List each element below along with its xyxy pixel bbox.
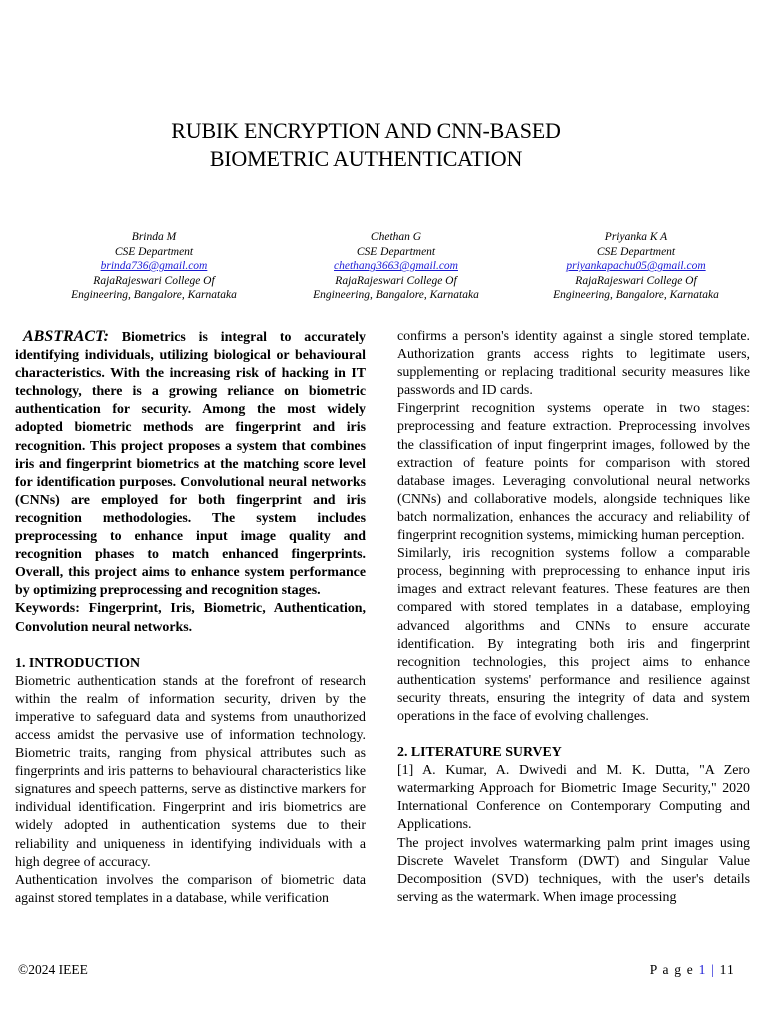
abstract-paragraph xyxy=(15,328,366,600)
author-email-link[interactable]: chethang3663@gmail.com xyxy=(334,260,458,273)
abstract-text: Biometrics is integral to accurately identifying individuals, utilizing biological or behavioural characteristics. With the increasing risk of hacking in IT technology, there is a growing reliance on biometric authentication for security. Among the most widely adopted biometric methods are fingerprint and iris recognition. This project proposes a system that combines iris and fingerprint biometrics at the matching score level for identification purposes. Convolutional neural networks (CNNs) are employed for both fingerprint and iris recognition methodologies. The system includes preprocessing to enhance input image quality and recognition phases to match enhanced fingerprints. Overall, this project aims to enhance system performance by optimizing preprocessing and recognition stages. xyxy=(15,330,366,599)
keywords-line: Keywords: Fingerprint, Iris, Biometric, Authentication, Convolution neural networks. xyxy=(15,601,366,635)
author-department: CSE Department xyxy=(356,245,436,258)
author-department: CSE Department xyxy=(596,245,676,258)
author-college-location: Engineering, Bangalore, Karnataka xyxy=(553,289,719,302)
author-name: Brinda M xyxy=(131,231,177,243)
author-department: CSE Department xyxy=(114,245,194,258)
literature-survey-heading: 2. LITERATURE SURVEY xyxy=(397,745,562,761)
author-email-link[interactable]: priyankapachu05@gmail.com xyxy=(566,260,706,273)
paper-title-line-2: BIOMETRIC AUTHENTICATION xyxy=(209,146,523,171)
author-card xyxy=(38,230,270,303)
paper-title-line-1: RUBIK ENCRYPTION AND CNN-BASED xyxy=(171,118,561,143)
author-block xyxy=(0,230,768,305)
page-current: 1 xyxy=(698,962,707,977)
abstract-label: ABSTRACT: xyxy=(23,328,109,345)
left-column xyxy=(15,328,366,908)
body-paragraph: The project involves watermarking palm print images using Discrete Wavelet Transform (DWT) and Singular Value Decomposition (SVD) techniques, with the user's details serving as the watermark. When image processing xyxy=(397,835,750,905)
author-college: RajaRajeswari College Of xyxy=(335,274,457,287)
reference-entry: [1] A. Kumar, A. Dwivedi and M. K. Dutta, "A Zero watermarking Approach for Biometric Image Security," 2020 International Conference on Contemporary Computing and Applications. xyxy=(397,763,750,833)
introduction-paragraph: Authentication involves the comparison of biometric data against stored templates in a database, while verification xyxy=(15,872,366,906)
introduction-paragraph: Biometric authentication stands at the forefront of research within the realm of information security, driven by the imperative to safeguard data and systems from unauthorized access amidst the pervasive use of information technology. Biometric traits, ranging from physical attributes such as fingerprints and iris patterns to behavioural characteristics like signatures and speech patterns, serve as distinctive markers for individual identification. Fingerprint and iris biometrics are widely adopted in authentication systems due to their reliability and uniqueness in identifying individuals with a high degree of accuracy. xyxy=(15,673,366,870)
page-number xyxy=(650,962,735,978)
body-paragraph: confirms a person's identity against a single stored template. Authorization grants access rights to legitimate users, supplementing or replacing traditional security measures like passwords and ID cards. xyxy=(397,329,750,399)
author-card xyxy=(280,230,512,303)
author-email-link[interactable]: brinda736@gmail.com xyxy=(100,260,208,273)
author-college: RajaRajeswari College Of xyxy=(575,274,697,287)
right-column xyxy=(397,328,750,907)
introduction-heading: 1. INTRODUCTION xyxy=(15,655,141,671)
page-total: 11 xyxy=(719,962,735,977)
body-paragraph: Fingerprint recognition systems operate in two stages: preprocessing and feature extraction. Preprocessing involves the classification of input fingerprint images, followed by the extraction of feature points for comparison with stored database images. Leveraging convolutional neural networks (CNNs) and collaborative models, alongside techniques like batch normalization, enhances the accuracy and reliability of fingerprint recognition systems, mimicking human perception. xyxy=(397,401,750,544)
copyright-notice: ©2024 IEEE xyxy=(18,962,88,977)
author-name: Chethan G xyxy=(370,231,422,243)
author-name: Priyanka K A xyxy=(604,231,668,243)
author-college: RajaRajeswari College Of xyxy=(93,274,215,287)
author-college-location: Engineering, Bangalore, Karnataka xyxy=(71,289,237,302)
page-separator: | xyxy=(711,962,716,977)
body-paragraph: Similarly, iris recognition systems follow a comparable process, beginning with preprocessing to enhance input iris images and extract relevant features. These features are then compared with stored templates in a database, employing advanced algorithms and CNNs to ensure accurate identification. By integrating both iris and fingerprint recognition technologies, this project aims to enhance authentication systems' performance and resilience against security threats, ensuring the integrity of data and system operations in the face of evolving challenges. xyxy=(397,546,750,724)
author-card xyxy=(520,230,752,303)
paper-title xyxy=(0,117,732,173)
page-label: P a g e xyxy=(649,962,694,977)
author-college-location: Engineering, Bangalore, Karnataka xyxy=(313,289,479,302)
